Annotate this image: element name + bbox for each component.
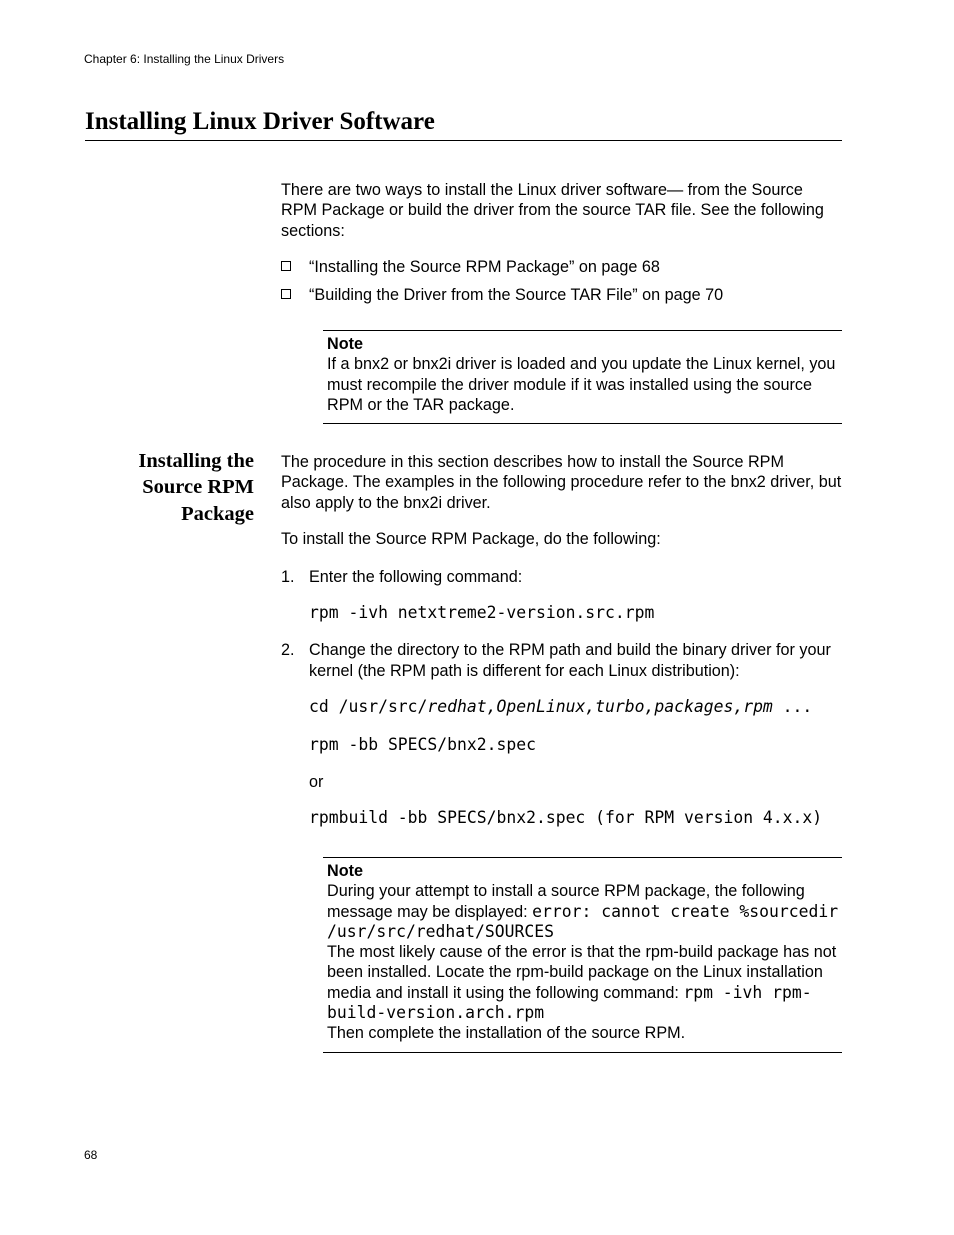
title-rule — [85, 140, 842, 141]
list-item — [281, 285, 842, 305]
page-number: 68 — [84, 1148, 98, 1162]
section-body — [281, 452, 842, 828]
code-command — [309, 697, 842, 717]
note-box — [323, 857, 842, 1053]
code-variable: redhat,OpenLinux,turbo,packages,rpm — [427, 697, 773, 717]
step-text: Enter the following command: — [309, 568, 523, 587]
step-text: Change the directory to the RPM path and build the binary driver for your kernel (the RPM path is different for each Linux distribution): — [309, 641, 831, 680]
page-title: Installing Linux Driver Software — [85, 108, 435, 135]
section-paragraph: To install the Source RPM Package, do the following: — [281, 529, 661, 548]
step-number: 2. — [281, 641, 295, 660]
note-text-part: During your attempt to install a source RPM package, the following message may be displayed: — [327, 882, 805, 921]
list-item — [281, 257, 842, 277]
code-suffix: ... — [772, 697, 813, 717]
error-code: error: cannot create %sourcedir /usr/src/redhat/SOURCES — [327, 901, 839, 941]
note-text: Then complete the installation of the source RPM. — [327, 1024, 686, 1043]
note-text — [327, 942, 842, 1023]
checkbox-bullet-icon — [281, 261, 291, 271]
section-links-list — [281, 257, 842, 305]
or-text: or — [309, 773, 324, 792]
list-item-text: “Installing the Source RPM Package” on page 68 — [309, 258, 660, 276]
note-label: Note — [327, 862, 363, 880]
code-command: rpmbuild -bb SPECS/bnx2.spec (for RPM version 4.x.x) — [309, 808, 823, 828]
note-text: If a bnx2 or bnx2i driver is loaded and you update the Linux kernel, you must recompile the driver module if it was installed using the source RPM or the TAR package. — [327, 355, 836, 414]
note-text-part: The most likely cause of the error is that the rpm-build package has not been installed. Locate the rpm-build package on the Linux installation media and install it using the following command: — [327, 943, 837, 1002]
note-box — [323, 330, 842, 424]
section-heading: Installing the Source RPM Package — [138, 450, 254, 525]
note-label: Note — [327, 335, 363, 353]
code-command: rpm -bb SPECS/bnx2.spec — [309, 735, 536, 755]
code-command: rpm -ivh netxtreme2-version.src.rpm — [309, 603, 655, 623]
install-command: rpm -ivh rpm-build-version.arch.rpm — [327, 982, 812, 1023]
checkbox-bullet-icon — [281, 289, 291, 299]
note-text — [327, 881, 842, 942]
intro-paragraph: There are two ways to install the Linux driver software— from the Source RPM Package or build the driver from the source TAR file. See the following sections: — [281, 181, 824, 240]
code-prefix: cd /usr/src/ — [309, 697, 428, 717]
section-paragraph: The procedure in this section describes how to install the Source RPM Package. The examples in the following procedure refer to the bnx2 driver, but also apply to the bnx2i driver. — [281, 453, 842, 512]
step-number: 1. — [281, 568, 295, 587]
step-item — [281, 640, 842, 828]
running-header: Chapter 6: Installing the Linux Drivers — [84, 52, 285, 66]
list-item-text: “Building the Driver from the Source TAR File” on page 70 — [309, 285, 724, 304]
step-item — [281, 567, 842, 623]
